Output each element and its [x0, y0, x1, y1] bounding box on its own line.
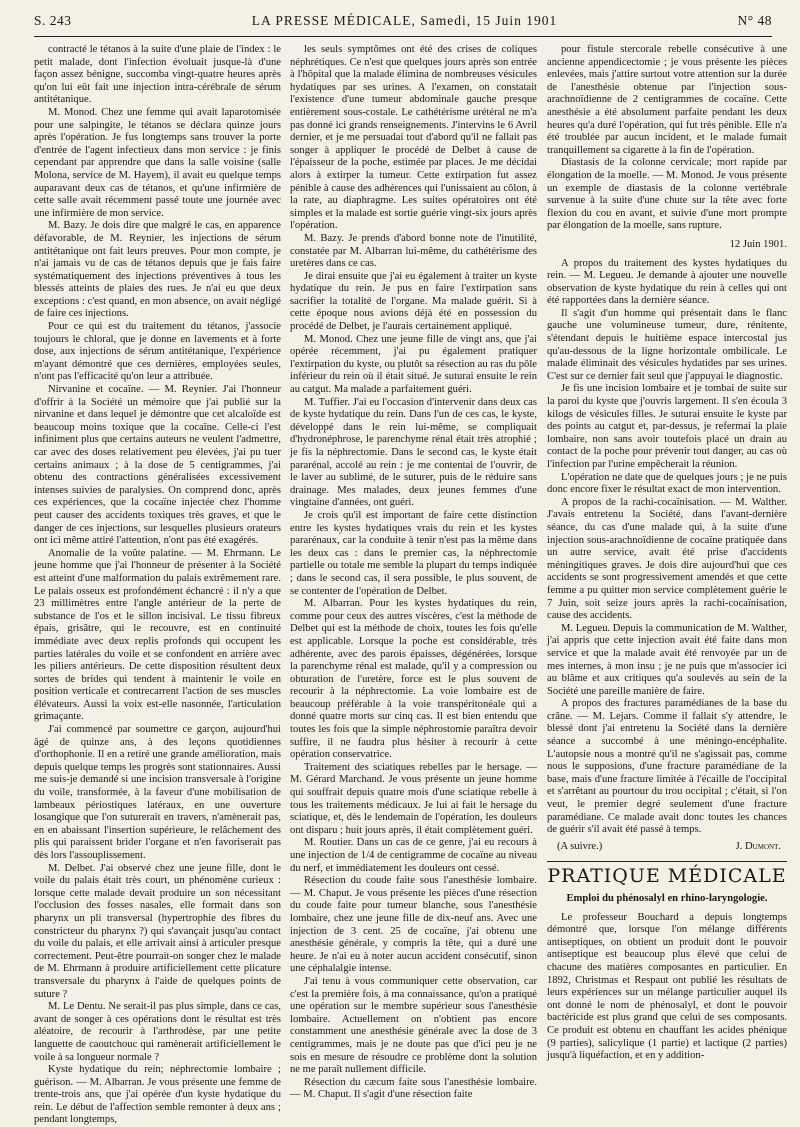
paragraph: M. Tuffier. J'ai eu l'occasion d'intervenir dans deux cas de kyste hydatique du rein. Dans l'un de ces cas, le kyste, développé dans le rein lui-même, se compliquait d'hydronéphrose, le parenchyme rénal était très atrophié ; je fis la néphrectomie. Dans le second cas, le kyste était pararénal, accolé au rein : je me contentai de l'ouvrir, de le laver au sublimé, de le suturer, puis de le réduire sans drainage. Mes malades, deux jeunes femmes d'une vingtaine d'années, ont guéri.: [290, 396, 537, 509]
paragraph: Je crois qu'il est important de faire cette distinction entre les kystes hydatiques vrais du rein et les kystes pararénaux, car la conduite à tenir n'est pas la même dans les deux cas : dans le premier cas, la néphrectomie partielle ou totale me semble la plupart du temps indiquée ; dans le second cas, il sera possible, le plus souvent, de se contenter de l'opération de Delbet.: [290, 509, 537, 597]
paragraph: Résection du coude faite sous l'anesthésie lombaire. — M. Chaput. Je vous présente les pièces d'une résection du coude faite pour tumeur blanche, sous l'anesthésie lombaire, chez une jeune fille de dix-neuf ans. Avec une injection de 3 cent. 25 de cocaïne, j'ai obtenu une anesthésie générale, y compris la tête, qui a duré une heure. Je n'ai eu à noter aucun accident consécutif, sinon une céphalalgie intense.: [290, 875, 537, 975]
paragraph: Nirvanine et cocaïne. — M. Reynier. J'ai l'honneur d'offrir à la Société un mémoire que j'ai publié sur la nirvanine et dans lequel je démontre que cet alcaloïde est beaucoup moins toxique que la cocaïne. Celle-ci l'est infiniment plus que certains auteurs ne veulent l'admettre, car avec des doses relativement peu élevées, j'ai pu tuer certains animaux ; à la dose de 5 centigrammes, j'ai obtenu des contractions généralisées excessivement intenses suivies de paralysies. On comprend donc, après ces expériences, que la cocaïne injectée chez l'homme peut causer des accidents toxiques très graves, et que le danger de ces injections, sur lesquelles plusieurs orateurs ont ici même attiré l'attention, n'ont pas été exagérés.: [34, 384, 281, 547]
section-divider: [547, 861, 787, 862]
column-1: [34, 44, 281, 1126]
column-3: [547, 44, 787, 1114]
paragraph: Résection du cæcum faite sous l'anesthésie lombaire. — M. Chaput. Il s'agit d'une résection faite: [290, 1076, 537, 1101]
page-header: [34, 8, 772, 34]
paragraph: M. Le Dentu. Ne serait-il pas plus simple, dans ce cas, avant de songer à ces opérations dont le résultat est très aléatoire, de recourir à l'arthrodèse, par une petite languette de caoutchouc qui ramènerait artificiellement le voile à sa longueur normale ?: [34, 1001, 281, 1063]
paragraph: M. Monod. Chez une jeune fille de vingt ans, que j'ai opérée récemment, j'ai pu également pratiquer l'extirpation du kyste, ou plutôt sa résection au ras du pôle inférieur du rein où il était situé. Je suturai ensuite le rein au catgut. Ma malade a parfaitement guéri.: [290, 333, 537, 396]
paragraph: A propos des fractures paramédianes de la base du crâne. — M. Lejars. Comme il fallait s'y attendre, le blessé dont j'ai entretenu la Société dans la dernière séance a succombé à une méningo-encéphalite. L'autopsie nous a montré qu'il ne s'agissait pas, comme nous le supposions, d'une fracture paramédiane de la base, mais d'une fracture limitée à l'écaille de l'occipital et s'arrêtant au pourtour du trou occipital ; c'était, si l'on veut, le premier degré seulement d'une fracture paramédiane. Ce malade avait donc toutes les chances de guérir s'il avait été passé à temps.: [547, 698, 787, 836]
paragraph: M. Routier. Dans un cas de ce genre, j'ai eu recours à une injection de 1/4 de centigramme de cocaïne au niveau du nerf, et immédiatement les douleurs ont cessé.: [290, 837, 537, 874]
session-date: 12 Juin 1901.: [729, 238, 787, 250]
column-2: [290, 44, 537, 1114]
paragraph: Je fis une incision lombaire et je tombai de suite sur la paroi du kyste que j'ouvris largement. Il s'en écoula 3 kilogs de vésicules filles. Je suturai ensuite le kyste par des points au catgut et, par-dessus, je refermai la plaie lombaire, non sans avoir toutefois placé un drain au contact de la poche pour prévenir tout danger, au cas où l'infection par l'urine empêcherait la réunion.: [547, 383, 787, 470]
paragraph: Le professeur Bouchard a depuis longtemps démontré que, lorsque l'on mélange différents antiseptiques, on obtient un produit dont le pouvoir antiseptique est beaucoup plus élevé que celui de chacune des matières composantes en particulier. En 1892, Christmas et Respaut ont publié les résultats de leurs expériences sur un mélange particulier auquel ils ont donné le nom de phénosalyl, et dont le pouvoir bactéricide est plus grand que celui de ses composants. Ce produit est obtenu en chauffant les acides phénique (9 parties), salicylique (1 partie) et lactique (2 parties) jusqu'à liquéfaction, et en y addition-: [547, 911, 787, 1062]
signature: [547, 841, 787, 854]
paragraph: M. Bazy. Je prends d'abord bonne note de l'inutilité, constatée par M. Albarran lui-même, du cathétérisme des uretères dans ce cas.: [290, 232, 537, 270]
section-title: PRATIQUE MÉDICALE: [547, 865, 787, 888]
issue-number: N° 48: [737, 13, 772, 28]
paragraph: M. Delbet. J'ai observé chez une jeune fille, dont le voile du palais était très court, un phénomène curieux : lorsque cette malade devait produire un son nécessitant l'occlusion des fosses nasales, elle formait dans son pharynx un pli transversal (hypertrophie des fibres du constricteur du pharynx ?) qui s'avançait jusqu'au contact du voile du palais, et elle arrivait ainsi à articuler presque correctement. Peut-être pourrait-on songer chez le malade de M. Ehrmann à produire artificiellement cette plicature transversale du pharynx à l'aide de quelques points de suture ?: [34, 862, 281, 1000]
paragraph: les seuls symptômes ont été des crises de coliques néphrétiques. Ce n'est que quelques jours après son entrée à l'hôpital que la malade élimina de nombreuses vésicules hydatiques par ses urines. A l'examen, on constatait l'existence d'une tumeur abdominale gauche presque entièrement sous-costale. Le cathétérisme urétéral ne m'a pas donné ici grands renseignements. J'intervins le 6 Avril dernier, et je me persuadai tout d'abord qu'il ne fallait pas songer à appliquer le procédé de Delbet à cause de l'épaisseur de la poche, estimée par places. Je me décidai alors à extirper la tumeur. Cette extirpation fut assez pénible à cause des adhérences qui l'unissaient au côlon, à la rate, au diaphragme. Les suites opératoires ont été simples et la malade est sortie guérie vingt-six jours après l'opération.: [290, 44, 537, 232]
paragraph: L'opération ne date que de quelques jours ; je ne puis donc encore fixer le résultat exact de mon intervention.: [547, 471, 787, 496]
paragraph: Anomalie de la voûte palatine. — M. Ehrmann. Le jeune homme que j'ai l'honneur de présenter à la Société est atteint d'une malformation du palais extrêmement rare. Le palais osseux est profondément échancré : il n'y a que 23 millimètres entre l'angle antérieur de la perte de substance de l'os et le sillon incisival. Le tissu fibreux épais, grisâtre, qui le recouvre, est en continuité immédiate avec deux replis profonds qui occupent les parties latérales du voile et se confondent en arrière avec les piliers antérieurs. De cette disposition résultent deux sortes de brides qui tendent à maintenir le voile en position verticale et contrecarrent l'action de ses muscles élévateurs. Aussi la voix est-elle nasonnée, l'articulation grimaçante.: [34, 547, 281, 723]
paragraph: Traitement des sciatiques rebelles par le hersage. — M. Gérard Marchand. Je vous présente un jeune homme qui souffrait depuis quatre mois d'une sciatique rebelle à tous les traitements médicaux. Je lui ai fait le hersage du sciatique, et, dès le lendemain de l'opération, les douleurs ont disparu ; huit jours après, il était complètement guéri.: [290, 761, 537, 836]
journal-title: LA PRESSE MÉDICALE, Samedi, 15 Juin 1901: [251, 13, 558, 28]
paragraph: M. Monod. Chez une femme qui avait laparotomisée pour une salpingite, le tétanos se déclara quinze jours après l'opération. Je fus longtemps sans trouver la porte d'entrée de l'agent infectieux dans mon service : je finis cependant par apprendre que dans la salle voisine (salle Molona, service de M. Hayem), il avait eu quelque temps auparavant deux cas de tétanos, et qu'une infirmière de cette salle avait récemment passé toute une journée avec une infirmière de mon service.: [34, 106, 281, 219]
paragraph: M. Bazy. Je dois dire que malgré le cas, en apparence défavorable, de M. Reynier, les injections de sérum antitétanique ont fait leurs preuves. Pour mon compte, je n'ai jamais vu de cas de tétanos depuis que je fais faire systématiquement des injections préventives à tous les blessés atteints de plaies des rues. Je n'ai eu que deux exceptions : c'est quand, en mon absence, on avait négligé de faire ces injections.: [34, 220, 281, 320]
paragraph: J'ai tenu à vous communiquer cette observation, car c'est la première fois, à ma connaissance, qu'on a pratiqué une opération sur le membre supérieur sous l'anesthésie lombaire. Actuellement on n'obtient pas encore constamment une anesthésie générale avec la dose de 3 centigrammes, mais je ne doute pas que d'ici peu je ne sois en mesure de résoudre ce problème dont la solution ne me paraît nullement difficile.: [290, 975, 537, 1076]
paragraph: Je dirai ensuite que j'ai eu également à traiter un kyste hydatique du rein. Je pus en faire l'extirpation sans sacrifier la totalité de l'organe. Ma malade guérit. Si à cette époque nous avions déjà été en possession du procédé de Delbet, je l'aurais certainement appliqué.: [290, 270, 537, 333]
paragraph: A propos de la rachi-cocaïnisation. — M. Walther. J'avais entretenu la Société, dans l'avant-dernière séance, du cas d'une malade qui, à la suite d'une injection sous-arachnoïdienne de cocaïne pratiquée dans un autre service, avait été prise d'accidents méningitiques graves. Je dois dire aujourd'hui que ces accidents se sont progressivement amendés et que cette femme a pu quitter mon service complètement guérie le 7 Juin, soit seize jours après la rachi-cocaïnisation, cause des accidents.: [547, 496, 787, 622]
paragraph: contracté le tétanos à la suite d'une plaie de l'index : le petit malade, dont l'infection évoluait jusque-là d'une façon assez bénigne, succomba vingt-quatre heures après qu'on lui eût fait une injection intra-cérébrale de sérum antitétanique.: [34, 44, 281, 106]
to-be-continued: (A suivre.): [557, 840, 603, 852]
paragraph: Diastasis de la colonne cervicale; mort rapide par élongation de la moelle. — M. Monod. Je vous présente un exemple de diastasis de la colonne vertébrale survenue à la suite d'une chute sur la tête avec forte flexion du cou en avant, et suivie d'une mort prompte par élongation de la moelle, sans rupture.: [547, 157, 787, 232]
paragraph: pour fistule stercorale rebelle consécutive à une ancienne appendicectomie ; je vous présente les pièces enlevées, mais j'attire surtout votre attention sur la durée de l'anesthésie obtenue par l'injection sous-arachnoïdienne de 2 centigrammes de cocaïne. Cette anesthésie a été absolument parfaite pendant les deux heures qu'a duré l'opération, qui fut très pénible. Elle n'a été troublée par aucun incident, et le malade fumait tranquillement sa cigarette à la fin de l'opération.: [547, 44, 787, 156]
paragraph: M. Legueu. Depuis la communication de M. Walther, j'ai appris que cette injection avait été faite dans mon service et que la malade avait été renvoyée par un de mes internes, à mon insu ; je ne puis que m'associer ici au blâme et aux critiques qu'a soulevés au sein de la Société une pareille manière de faire.: [547, 622, 787, 697]
page-number: S. 243: [34, 13, 72, 28]
header-rule: [34, 36, 772, 37]
article-title: Emploi du phénosalyl en rhino-laryngologie.: [566, 893, 768, 904]
author-name: J. Dumont.: [735, 840, 781, 852]
paragraph: J'ai commencé par soumettre ce garçon, aujourd'hui âgé de quinze ans, à des leçons quotidiennes d'orthophonie. Il en a retiré une grande amélioration, mais depuis quelque temps les progrès sont stationnaires. Aussi me suis-je demandé si une incision transversale à l'origine du voile, transformée, à la faveur d'une mobilisation de lambeaux périostiques latéraux, en une ouverture losangique que l'on suturerait en travers, n'amènerait pas, en en abaissant l'insertion supérieure, le relâchement des plis qui paraissent brider l'organe et n'en favoriserait pas dès lors l'assouplissement.: [34, 724, 281, 861]
paragraph: M. Albarran. Pour les kystes hydatiques du rein, comme pour ceux des autres viscères, c'est la méthode de Delbet qui est la méthode de choix, toutes les fois qu'elle est applicable. Lorsque la poche est considérable, très adhérente, avec des parois épaisses, dégénérées, lorsque la parenchyme rénal est malade, qu'il y a compression ou obturation de l'uretère, force est le plus souvent de recourir à la néphrectomie. La voie lombaire est de beaucoup préférable à la voie transpéritonéale qui a donné quatre morts sur cinq cas. Il est bien entendu que toutes les fois que la simple néphrostomie paraîtra devoir suffire, il ne faudra plus hésiter à recourir à cette opération conservatrice.: [290, 598, 537, 761]
paragraph: Kyste hydatique du rein; néphrectomie lombaire ; guérison. — M. Albarran. Je vous présente une femme de trente-trois ans, que j'ai opérée d'un kyste hydatique du rein. Le début de l'affection semble remonter à deux ans ; pendant longtemps,: [34, 1064, 281, 1126]
paragraph: A propos du traitement des kystes hydatiques du rein. — M. Legueu. Je demande à ajouter une nouvelle observation de kyste hydatique du rein à celles qui ont été rapportées dans la dernière séance.: [547, 257, 787, 307]
paragraph: Pour ce qui est du traitement du tétanos, j'associe toujours le chloral, que je donne en lavements et à forte dose, aux injections de sérum antitétanique, l'expérience m'ayant démontré que ces dernières, employées seules, n'ont pas l'efficacité qu'on leur a attribuée.: [34, 321, 281, 383]
paragraph: Il s'agit d'un homme qui présentait dans le flanc gauche une volumineuse tumeur, dure, rénitente, s'étendant depuis le huitième espace intercostal jus qu'au-dessous de la ligne horizontale ombilicale. Le malade éliminait des vésicules hydatides par ses urines. C'est sur ce dernier fait seul que j'appuyai le diagnostic.: [547, 307, 787, 382]
